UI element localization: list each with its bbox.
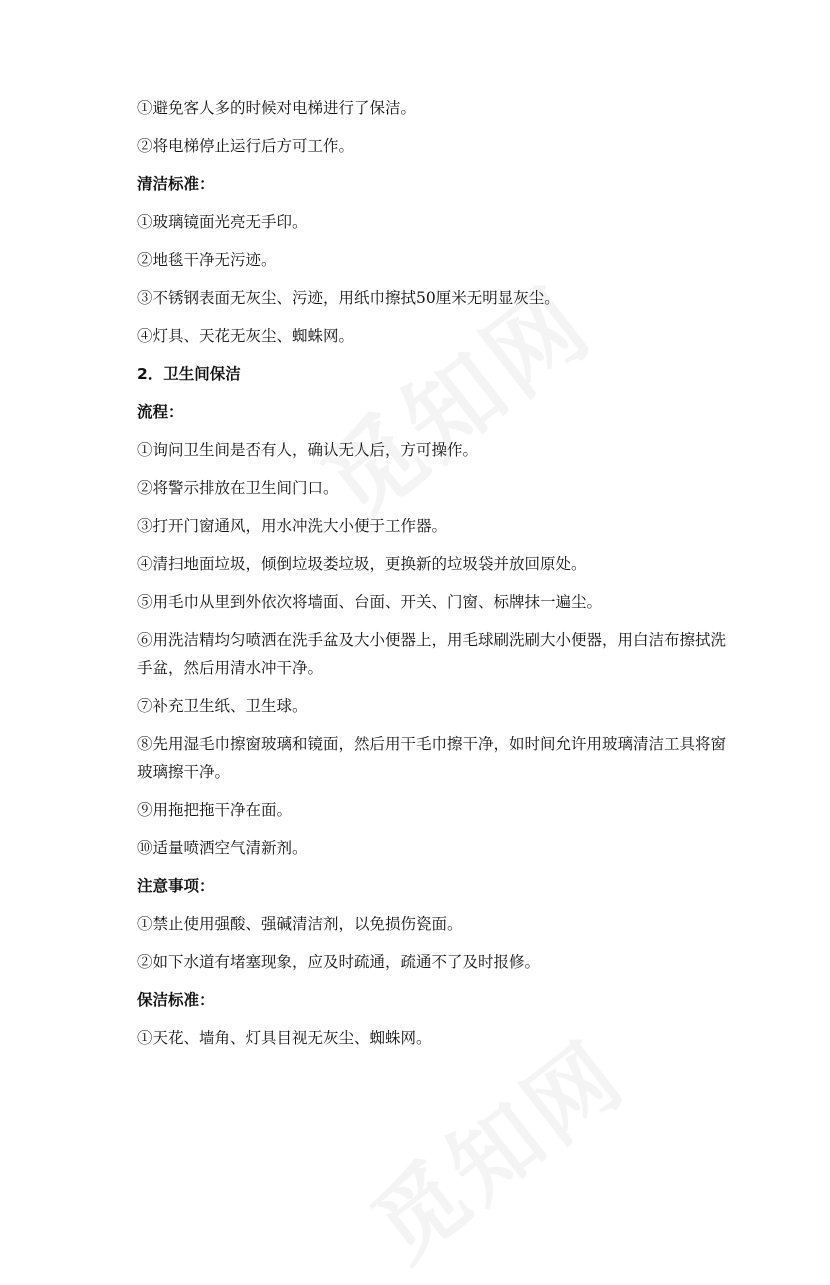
list-item: ⑧先用湿毛巾擦窗玻璃和镜面，然后用干毛巾擦干净，如时间允许用玻璃清洁工具将窗玻璃擦干净。 xyxy=(137,735,727,781)
list-item: ④灯具、天花无灰尘、蜘蛛网。 xyxy=(137,327,355,345)
list-item: ①避免客人多的时候对电梯进行了保洁。 xyxy=(137,99,417,117)
section-heading: 清洁标准： xyxy=(137,175,215,193)
list-item: ①天花、墙角、灯具目视无灰尘、蜘蛛网。 xyxy=(137,1029,432,1047)
list-item: ①禁止使用强酸、强碱清洁剂，以免损伤瓷面。 xyxy=(137,915,463,933)
list-item: ③打开门窗通风，用水冲洗大小便于工作器。 xyxy=(137,517,448,535)
list-item: ①玻璃镜面光亮无手印。 xyxy=(137,213,308,231)
list-item: ②将电梯停止运行后方可工作。 xyxy=(137,137,355,155)
document-body xyxy=(137,94,737,1052)
list-item: ②将警示排放在卫生间门口。 xyxy=(137,479,339,497)
list-item: ①询问卫生间是否有人，确认无人后，方可操作。 xyxy=(137,441,479,459)
list-item: ⑩适量喷洒空气清新剂。 xyxy=(137,839,308,857)
list-item: ②如下水道有堵塞现象，应及时疏通，疏通不了及时报修。 xyxy=(137,953,541,971)
list-item: ⑦补充卫生纸、卫生球。 xyxy=(137,697,308,715)
list-item: ②地毯干净无污迹。 xyxy=(137,251,277,269)
section-heading: 保洁标准： xyxy=(137,991,215,1009)
list-item: ③不锈钢表面无灰尘、污迹，用纸巾擦拭50厘米无明显灰尘。 xyxy=(137,289,560,307)
list-item: ⑨用拖把拖干净在面。 xyxy=(137,801,293,819)
list-item: ④清扫地面垃圾，倾倒垃圾娄垃圾，更换新的垃圾袋并放回原处。 xyxy=(137,555,587,573)
list-item: ⑤用毛巾从里到外依次将墙面、台面、开关、门窗、标牌抹一遍尘。 xyxy=(137,593,603,611)
list-item: ⑥用洗洁精均匀喷洒在洗手盆及大小便器上，用毛球刷洗刷大小便器，用白洁布擦拭洗手盆，然后用清水冲干净。 xyxy=(137,631,727,677)
section-heading: 流程： xyxy=(137,403,184,421)
section-heading: 2．卫生间保洁 xyxy=(137,365,241,383)
section-heading: 注意事项： xyxy=(137,877,215,895)
